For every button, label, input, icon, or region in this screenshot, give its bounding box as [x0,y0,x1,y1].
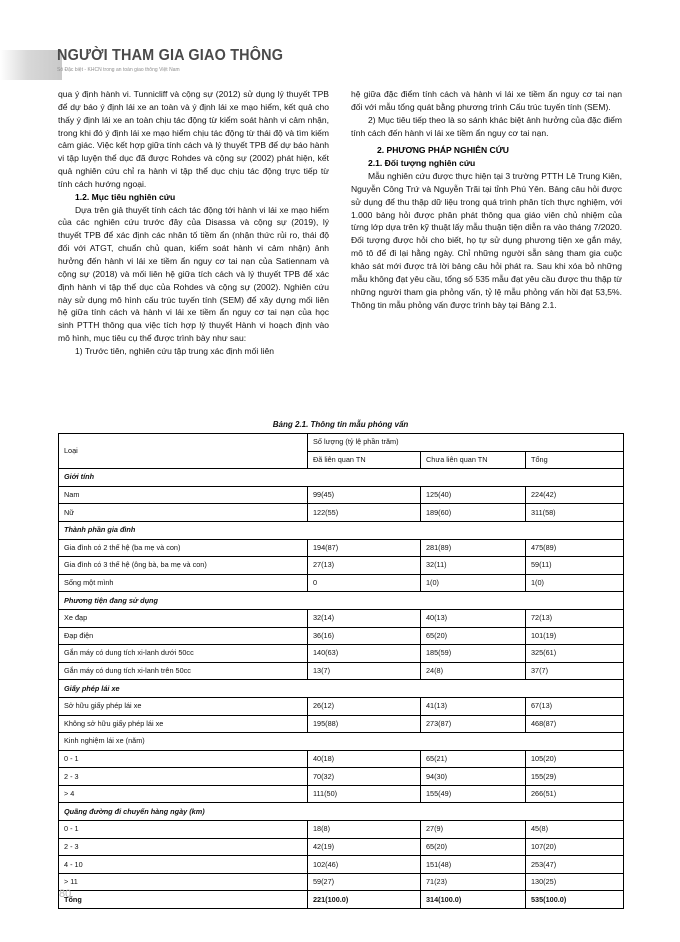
table-cell-involved: 140(63) [308,645,421,663]
table-cell-total: 45(8) [526,821,624,839]
table-cell-not-involved: 189(60) [421,504,526,522]
table-cell-involved: 59(27) [308,873,421,891]
table-header-row-1 [59,434,624,452]
table-cell-involved: 99(45) [308,486,421,504]
sample-information-table [58,433,624,909]
section-heading-2: 2. PHƯƠNG PHÁP NGHIÊN CỨU [377,145,509,156]
table-cell-label: Sở hữu giấy phép lái xe [59,697,308,715]
table-cell-not-involved: 24(8) [421,662,526,680]
table-cell-label: 2 - 3 [59,838,308,856]
table-cell-total: 72(13) [526,609,624,627]
table-cell-total: 475(89) [526,539,624,557]
table-cell-involved: 42(19) [308,838,421,856]
table-row [59,768,624,786]
table-group-label: Quãng đường đi chuyển hàng ngày (km) [59,803,624,821]
paragraph: 1) Trước tiên, nghiên cứu tập trung xác định mối liên [75,345,275,356]
table-group-label: Giới tính [59,469,624,487]
header-decorative-block [0,50,62,80]
table-cell-label: 4 - 10 [59,856,308,874]
table-cell-label: > 11 [59,873,308,891]
table-cell-label: Gắn máy có dung tích xi-lanh dưới 50cc [59,645,308,663]
table-cell-label: Xe đạp [59,609,308,627]
table-group-row [59,521,624,539]
paragraph: 2) Mục tiêu tiếp theo là so sánh khác biệt ảnh hưởng của đặc điểm tính cách đến hành vi lái xe tiềm ẩn nguy cơ tai nạn. [351,114,622,138]
table-cell-involved: 194(87) [308,539,421,557]
table-row [59,697,624,715]
table-group-row [59,733,624,751]
table-row [59,504,624,522]
paragraph: Dựa trên giả thuyết tính cách tác động tới hành vi lái xe mạo hiểm của các nghiên cứu trước đây của Disassa và cộng sự (2019), lý thuyết TPB để xác định các nhân tố tiềm ẩn (nhận thức rủi ro, thái độ đối với ATGT, chuẩn chủ quan, kiểm soát hành vi cảm nhận) ảnh hưởng đến hành vi lái xe tiềm ẩn nguy cơ tai nạn của Satiennam và cộng sự (2018) và mối liên hệ giữa tích cách và lý thuyết TPB để xác định hành vi tập thể dục của Rohdes và cộng sự (2002). Nghiên cứu này sử dụng mô hình cấu trúc tuyến tính (SEM) để xây dựng mối liên hệ giữa tính cách và hành vi lái xe tiềm ẩn nguy cơ tai nạn của học sinh PTTH thông qua việc tích hợp lý thuyết Hành vi hoạch định vào mô hình, mục tiêu cụ thể được trình bày như sau: [58,204,329,344]
table-row [59,574,624,592]
table-cell-total: 266(51) [526,785,624,803]
table-row [59,873,624,891]
table-cell-total: 224(42) [526,486,624,504]
left-column [58,88,329,358]
table-cell-total: 130(25) [526,873,624,891]
table-cell-not-involved: 151(48) [421,856,526,874]
table-cell-label: Gắn máy có dung tích xi-lanh trên 50cc [59,662,308,680]
table-cell-total: 59(11) [526,557,624,575]
table-cell-not-involved: 65(20) [421,627,526,645]
table-row [59,486,624,504]
table-row [59,785,624,803]
table-cell-involved: 36(16) [308,627,421,645]
table-group-label: Kinh nghiệm lái xe (năm) [59,733,624,751]
table-cell-total: 325(61) [526,645,624,663]
table-cell-not-involved: 94(30) [421,768,526,786]
table-cell-total: 535(100.0) [526,891,624,909]
table-row [59,557,624,575]
table-group-label: Thành phần gia đình [59,521,624,539]
page-title: NGƯỜI THAM GIA GIAO THÔNG [57,47,284,64]
table-cell-involved: 122(55) [308,504,421,522]
table-caption: Bảng 2.1. Thông tin mẫu phỏng vấn [272,420,409,429]
table-cell-not-involved: 1(0) [421,574,526,592]
table-group-label: Phương tiện đang sử dụng [59,592,624,610]
table-cell-label: Nữ [59,504,308,522]
table-row [59,821,624,839]
table-cell-total: 155(29) [526,768,624,786]
table-header-cell-loai: Loại [59,434,308,469]
table-group-row [59,592,624,610]
table-group-label: Giấy phép lái xe [59,680,624,698]
table-cell-not-involved: 41(13) [421,697,526,715]
table-cell-involved: 18(8) [308,821,421,839]
table-cell-total: 101(19) [526,627,624,645]
table-row [59,856,624,874]
table-header-cell-total: Tổng [526,451,624,469]
right-column [351,88,622,358]
table-cell-not-involved: 185(59) [421,645,526,663]
table-row [59,750,624,768]
page-number: 80 [59,888,72,900]
table-row [59,645,624,663]
table-cell-label: > 4 [59,785,308,803]
table-body [59,434,624,909]
table-cell-involved: 0 [308,574,421,592]
table-cell-not-involved: 125(40) [421,486,526,504]
table-row [59,715,624,733]
table-cell-not-involved: 314(100.0) [421,891,526,909]
table-cell-involved: 221(100.0) [308,891,421,909]
table-row [59,838,624,856]
table-cell-involved: 32(14) [308,609,421,627]
subsection-heading-1-2: 1.2. Mục tiêu nghiên cứu [75,191,176,202]
table-cell-not-involved: 281(89) [421,539,526,557]
running-head [0,47,680,85]
table-header-cell-involved: Đã liên quan TN [308,451,421,469]
table-cell-not-involved: 40(13) [421,609,526,627]
table-cell-involved: 102(46) [308,856,421,874]
table-cell-total: 67(13) [526,697,624,715]
table-cell-not-involved: 155(49) [421,785,526,803]
subsection-heading-2-1: 2.1. Đối tượng nghiên cứu [368,158,476,169]
table-cell-not-involved: 32(11) [421,557,526,575]
table-cell-label: 2 - 3 [59,768,308,786]
table-cell-involved: 27(13) [308,557,421,575]
table-header-cell-quantity: Số lượng (tỷ lệ phần trăm) [308,434,624,452]
table-row [59,662,624,680]
table-cell-total: 1(0) [526,574,624,592]
table-cell-total: 253(47) [526,856,624,874]
table-cell-involved: 26(12) [308,697,421,715]
table-cell-label: Sống một mình [59,574,308,592]
table-cell-involved: 40(18) [308,750,421,768]
table-cell-label: Tổng [59,891,308,909]
table-cell-label: 0 - 1 [59,821,308,839]
table-row [59,627,624,645]
table-total-row [59,891,624,909]
table-cell-not-involved: 65(20) [421,838,526,856]
table-cell-label: Gia đình có 2 thế hệ (ba mẹ và con) [59,539,308,557]
paragraph: Mẫu nghiên cứu được thực hiện tại 3 trường PTTH Lê Trung Kiên, Nguyễn Công Trứ và Nguyễn Trãi tại tỉnh Phú Yên. Bảng câu hỏi được sử dụng để thu thập dữ liệu trong quá trình phân tích thực nghiệm, với 1.000 bảng hỏi được phân phát thông qua giáo viên chủ nhiệm của từng lớp dựa trên kỹ thuật lấy mẫu thuận tiện diễn ra vào tháng 7/2020. Đối tượng được hỏi cho biết, họ tự sử dụng phương tiện xe gắn máy, mô tô để đi lại hằng ngày. Chỉ những người sẵn sàng tham gia cuộc khảo sát mới được trả lời bảng câu hỏi phát ra. Sau khi xóa bỏ những mẫu không đạt yêu cầu, tổng số 535 mẫu đạt yêu cầu được thu thập từ những người tham gia phỏng vấn, tỷ lệ mẫu phỏng vấn hồi đạt 53,5%. Thông tin mẫu phỏng vấn được trình bày tại Bảng 2.1. [351,171,622,310]
table-cell-total: 468(87) [526,715,624,733]
table-cell-involved: 195(88) [308,715,421,733]
table-group-row [59,680,624,698]
table-cell-not-involved: 65(21) [421,750,526,768]
table-row [59,539,624,557]
paragraph: qua ý định hành vi. Tunnicliff và cộng sự (2012) sử dụng lý thuyết TPB để dự báo ý định lái xe an toàn và ý định lái xe mạo hiểm, kết quả cho thấy ý định lái xe an toàn chịu tác động từ kiểm soát hành vi cảm nhận, trong khi đó ý định lái xe mạo hiểm chịu tác động từ thái độ và tìm kiếm cảm giác. Việc kết hợp giữa tính cách và lý thuyết TPB để dự báo hành vi tập luyện thể dục đã được Rohdes và cộng sự (2002) phát hiện, kết quả nghiên cứu chỉ ra hành vi tập thể dục chịu tác động trực tiếp từ tính cách hướng ngoại. [58,89,329,189]
table-cell-total: 105(20) [526,750,624,768]
table-cell-not-involved: 71(23) [421,873,526,891]
table-cell-total: 107(20) [526,838,624,856]
table-cell-not-involved: 27(9) [421,821,526,839]
table-cell-label: 0 - 1 [59,750,308,768]
table-cell-label: Gia đình có 3 thế hệ (ông bà, ba mẹ và con) [59,557,308,575]
table-cell-label: Đạp điện [59,627,308,645]
table-row [59,609,624,627]
table-cell-label: Nam [59,486,308,504]
table-cell-not-involved: 273(87) [421,715,526,733]
table-cell-total: 37(7) [526,662,624,680]
paragraph: hệ giữa đặc điểm tính cách và hành vi lái xe tiềm ẩn nguy cơ tai nạn đối với mẫu tổng quát bằng phương trình Cấu trúc tuyến tính (SEM). [351,89,622,112]
table-header-cell-not-involved: Chưa liên quan TN [421,451,526,469]
table-cell-label: Không sở hữu giấy phép lái xe [59,715,308,733]
page-subtitle: Số Đặc biệt - KHCN trong an toàn giao thông Việt Nam [57,67,180,73]
table-group-row [59,469,624,487]
body-columns [58,88,623,358]
table-cell-involved: 111(50) [308,785,421,803]
table-cell-total: 311(58) [526,504,624,522]
table-cell-involved: 13(7) [308,662,421,680]
table-group-row [59,803,624,821]
table-cell-involved: 70(32) [308,768,421,786]
